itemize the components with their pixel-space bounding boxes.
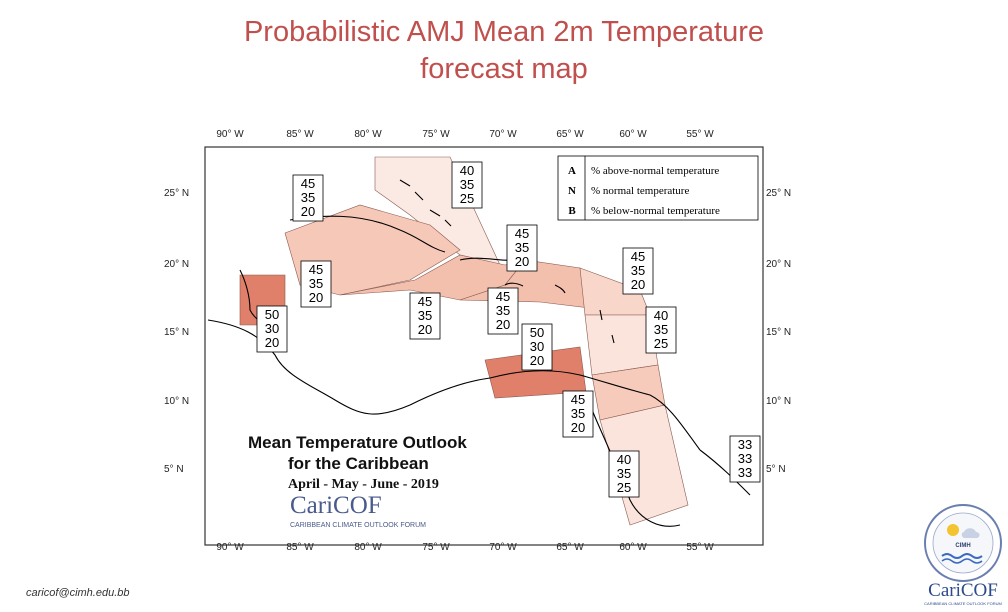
prob-label-hispaniola <box>507 225 537 271</box>
lat-label: 20° N <box>164 259 190 270</box>
logo-tagline: CARIBBEAN CLIMATE OUTLOOK FORUM <box>924 601 1002 606</box>
slide-title-line1: Probabilistic AMJ Mean 2m Temperature <box>243 16 765 48</box>
lat-label: 25° N <box>766 188 792 199</box>
footer-email[interactable]: caricof@cimh.edu.bb <box>26 587 130 599</box>
prob-label-puerto-rico <box>488 288 518 334</box>
lat-label: 10° N <box>164 396 190 407</box>
outlook-title-line1: Mean Temperature Outlook <box>248 433 467 452</box>
lat-label: 20° N <box>766 259 792 270</box>
lat-label: 5° N <box>164 464 184 475</box>
legend-text-a: % above-normal temperature <box>591 165 720 177</box>
prob-above: 45 <box>514 226 530 241</box>
prob-normal: 35 <box>514 240 530 255</box>
prob-label-guianas <box>609 451 639 497</box>
prob-above: 40 <box>653 308 669 323</box>
caricof-logo <box>920 500 1006 610</box>
lon-label: 65° W <box>556 129 584 140</box>
logo-org: CIMH <box>955 543 971 549</box>
prob-above: 45 <box>495 289 511 304</box>
lon-label: 80° W <box>354 129 382 140</box>
legend-key-a: A <box>568 165 576 177</box>
prob-below: 20 <box>308 290 324 305</box>
prob-below: 20 <box>495 317 511 332</box>
longitude-labels-top <box>216 129 714 140</box>
lon-label: 90° W <box>216 542 244 553</box>
lat-label: 25° N <box>164 188 190 199</box>
lon-label: 55° W <box>686 129 714 140</box>
prob-normal: 35 <box>417 308 433 323</box>
lat-label: 5° N <box>766 464 786 475</box>
prob-normal: 35 <box>570 406 586 421</box>
prob-below: 25 <box>459 191 475 206</box>
prob-normal: 33 <box>737 451 753 466</box>
prob-above: 45 <box>300 176 316 191</box>
lon-label: 85° W <box>286 129 314 140</box>
prob-above: 45 <box>570 392 586 407</box>
prob-normal: 35 <box>495 303 511 318</box>
outlook-brand: CariCOF <box>290 492 382 519</box>
prob-below: 20 <box>630 277 646 292</box>
logo-brand: CariCOF <box>928 580 998 601</box>
lat-label: 10° N <box>766 396 792 407</box>
prob-below: 25 <box>653 336 669 351</box>
prob-normal: 35 <box>308 276 324 291</box>
prob-normal: 30 <box>264 321 280 336</box>
lon-label: 85° W <box>286 542 314 553</box>
lon-label: 70° W <box>489 129 517 140</box>
prob-below: 25 <box>616 480 632 495</box>
prob-below: 33 <box>737 465 753 480</box>
prob-below: 20 <box>570 420 586 435</box>
prob-label-trinidad <box>563 391 593 437</box>
prob-label-bahamas <box>452 162 482 208</box>
prob-below: 20 <box>529 353 545 368</box>
prob-below: 20 <box>264 335 280 350</box>
prob-above: 40 <box>616 452 632 467</box>
prob-above: 50 <box>264 307 280 322</box>
prob-label-windward <box>646 307 676 353</box>
outlook-title-block <box>244 426 489 532</box>
prob-label-cuba <box>293 175 323 221</box>
prob-normal: 35 <box>300 190 316 205</box>
lon-label: 65° W <box>556 542 584 553</box>
prob-above: 45 <box>630 249 646 264</box>
prob-above: 45 <box>308 262 324 277</box>
lon-label: 75° W <box>422 542 450 553</box>
prob-above: 45 <box>417 294 433 309</box>
legend <box>558 156 758 220</box>
legend-text-n: % normal temperature <box>591 185 690 197</box>
lon-label: 75° W <box>422 129 450 140</box>
latitude-labels-right <box>766 188 791 475</box>
outlook-period: April - May - June - 2019 <box>288 477 439 492</box>
lon-label: 60° W <box>619 542 647 553</box>
outlook-title-line2: for the Caribbean <box>288 454 429 473</box>
prob-label-jamaica <box>410 293 440 339</box>
prob-normal: 35 <box>653 322 669 337</box>
lon-label: 70° W <box>489 542 517 553</box>
prob-above: 50 <box>529 325 545 340</box>
legend-text-b: % below-normal temperature <box>591 205 720 217</box>
latitude-labels-left <box>164 188 189 475</box>
prob-above: 33 <box>737 437 753 452</box>
prob-label-suriname-east <box>730 436 760 482</box>
forecast-map <box>160 120 800 560</box>
prob-label-abc <box>522 324 552 370</box>
legend-key-b: B <box>568 205 576 217</box>
sun-icon <box>947 524 959 536</box>
slide-title-line2: forecast map <box>420 53 588 85</box>
prob-below: 20 <box>417 322 433 337</box>
prob-above: 40 <box>459 163 475 178</box>
prob-below: 20 <box>300 204 316 219</box>
prob-normal: 35 <box>459 177 475 192</box>
outlook-brand-tagline: CARIBBEAN CLIMATE OUTLOOK FORUM <box>290 522 426 529</box>
lat-label: 15° N <box>164 327 190 338</box>
lon-label: 60° W <box>619 129 647 140</box>
slide-title <box>150 14 858 88</box>
prob-normal: 35 <box>616 466 632 481</box>
legend-key-n: N <box>568 185 576 197</box>
prob-label-yucatan <box>301 261 331 307</box>
lon-label: 55° W <box>686 542 714 553</box>
prob-label-belize <box>257 306 287 352</box>
prob-label-leeward <box>623 248 653 294</box>
lon-label: 80° W <box>354 542 382 553</box>
prob-below: 20 <box>514 254 530 269</box>
prob-normal: 30 <box>529 339 545 354</box>
lon-label: 90° W <box>216 129 244 140</box>
prob-normal: 35 <box>630 263 646 278</box>
lat-label: 15° N <box>766 327 792 338</box>
